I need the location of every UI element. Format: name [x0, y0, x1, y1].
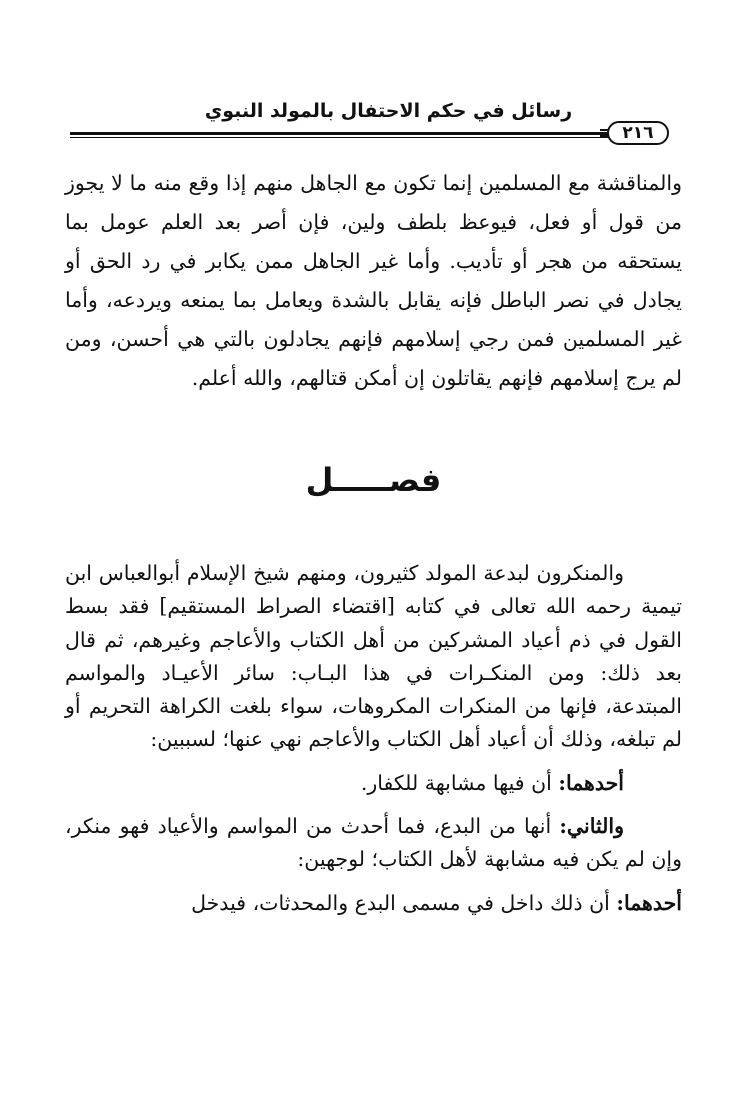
point-2-text: أنها من البدع، فما أحدث من المواسم والأعياد فهو منكر، وإن لم يكن فيه مشابهة لأهل الكتاب؛ لوجهين: — [65, 814, 682, 872]
running-title: رسائل في حكم الاحتفال بالمولد النبوي — [204, 100, 573, 122]
section-title: فصـــــل — [305, 461, 442, 499]
point-1 — [65, 767, 682, 800]
header-rule-thin — [70, 137, 612, 138]
header-rule-thick — [70, 132, 612, 135]
point-1-lead: أحدهما: — [558, 770, 624, 795]
paragraph-2: والمنكرون لبدعة المولد كثيرون، ومنهم شيخ الإسلام أبوالعباس ابن تيمية رحمه الله تعالى في كتابه [اقتضاء الصراط المستقيم] فقد بسط القول في ذم أعياد المشركين من أهل الكتاب والأعاجم وغيرهم، ثم قال بعد ذلك: ومن المنكـرات في هذا البـاب: سائر الأعيـاد والمواسم المبتدعة، فإنها من المنكرات المكروهات، سواء بلغت الكراهة التحريم أو لم تبلغه، وذلك أن أعياد أهل الكتاب والأعاجم نهي عنها؛ لسببين: — [65, 561, 682, 752]
paragraph-1: والمناقشة مع المسلمين إنما تكون مع الجاهل منهم إذا وقع منه ما لا يجوز من قول أو فعل، فيوعظ بلطف ولين، فإن أصر بعد العلم عومل بما يستحقه من هجر أو تأديب. وأما غير الجاهل ممن يكابر في رد الحق أو يجادل في نصر الباطل فإنه يقابل بالشدة ويعامل بما يمنعه ويردعه، وأما غير المسلمين فمن رجي إسلامهم فإنهم يجادلون بالتي هي أحسن، ومن لم يرج إسلامهم فإنهم يقاتلون إن أمكن قتالهم، والله أعلم. — [65, 171, 682, 390]
point-2-lead: والثاني: — [559, 814, 624, 839]
point-3 — [65, 887, 682, 920]
point-3-text: أن ذلك داخل في مسمى البدع والمحدثات، فيدخل — [191, 890, 610, 915]
point-2 — [65, 810, 682, 877]
page-number: ٢١٦ — [607, 121, 669, 145]
point-1-text: أن فيها مشابهة للكفار. — [360, 770, 552, 795]
point-3-lead: أحدهما: — [616, 890, 682, 915]
body-text-bottom — [65, 557, 682, 920]
body-text-top — [65, 164, 682, 398]
